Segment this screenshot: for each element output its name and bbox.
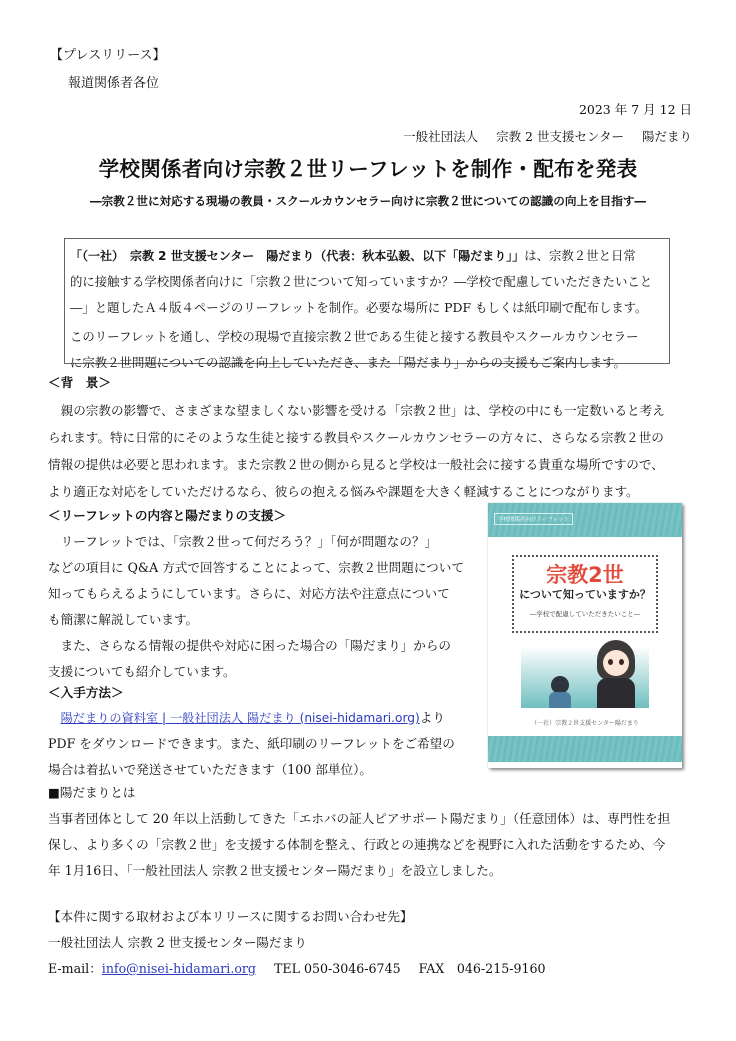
cover-bottom-band (488, 736, 682, 762)
cover-title-box (512, 555, 658, 633)
cover-illustration (521, 646, 649, 708)
leaflet-cover-image (488, 503, 682, 768)
page-title: 学校関係者向け宗教２世リーフレットを制作・配布を発表 (98, 157, 638, 181)
body-line: も簡潔に解説しています。 (48, 612, 199, 627)
release-date: 2023 年 7 月 12 日 (578, 102, 692, 117)
body-line: 保し、より多くの「宗教２世」を支援する体制を整え、行政との連携などを視野に入れた活動をするため、今 (48, 837, 666, 852)
body-line: などの項目に Q&A 方式で回答することによって、宗教２世問題について (48, 560, 464, 575)
download-link[interactable]: 陽だまりの資料室 | 一般社団法人 陽だまり (nisei-hidamari.org) (60, 711, 420, 725)
boy-illustration (549, 676, 571, 708)
cover-question: について知っていますか？ (519, 588, 651, 601)
issuer (403, 127, 692, 145)
summary-text: は、宗教２世と日常 (524, 248, 636, 263)
girl-illustration (593, 640, 639, 708)
cover-big-title: 宗教2世 (546, 563, 624, 587)
body-line: 当事者団体として 20 年以上活動してきた「エホバの証人ピアサポート陽だまり」（任意団体）は、専門性を担 (48, 811, 671, 826)
body-line: 支援についても紹介しています。 (48, 664, 236, 679)
page-subtitle: ―宗教２世に対応する現場の教員・スクールカウンセラー向けに宗教２世についての認識の向上を目指す― (89, 194, 647, 208)
summary-line: ―」と題したＡ４版４ページのリーフレットを制作。必要な場所に PDF もしくは紙印刷で配布します。 (70, 300, 648, 315)
body-line: 知ってもらえるようにしています。さらに、対応方法や注意点について (48, 586, 450, 601)
cover-tag: 学校関係者向けリーフレット (494, 513, 573, 525)
summary-line (70, 243, 665, 269)
issuer-name: 宗教 2 世支援センター (496, 129, 624, 144)
summary-org-bold: 「（一社） 宗教 2 世支援センター 陽だまり（代表：秋本弘毅、以下「陽だまり」」 (70, 249, 525, 263)
issuer-type: 一般社団法人 (403, 129, 479, 144)
summary-line: このリーフレットを通し、学校の現場で直接宗教２世である生徒と接する教員やスクールカウンセラー (70, 329, 639, 344)
summary-line: 的に接触する学校関係者向けに「宗教２世について知っていますか？―学校で配慮していただきたいこと (70, 274, 653, 289)
contact-org: 一般社団法人 宗教 2 世支援センター陽だまり (48, 935, 307, 950)
fax: FAX 046-215-9160 (418, 961, 546, 976)
cover-subtitle: ―学校で配慮していただきたいこと― (529, 610, 641, 618)
section-heading-acquire: ＜入手方法＞ (48, 685, 124, 700)
body-line: 年 1月16日、「一般社団法人 宗教２世支援センター陽だまり」を設立しました。 (48, 863, 502, 878)
section-heading-background: ＜背 景＞ (48, 375, 111, 390)
body-line: また、さらなる情報の提供や対応に困った場合の「陽だまり」からの (48, 638, 451, 653)
summary-line: に宗教２世問題についての認識を向上していただき、また「陽だまり」からの支援もご案内します。 (70, 355, 626, 370)
body-line: 親の宗教の影響で、さまざまな望ましくない影響を受ける「宗教２世」は、学校の中にも一定数いると考え (48, 403, 665, 418)
section-heading-leaflet: ＜リーフレットの内容と陽だまりの支援＞ (48, 508, 287, 523)
email-link[interactable]: info@nisei-hidamari.org (101, 961, 256, 976)
body-line: 場合は着払いで発送させていただきます（100 部単位）。 (48, 762, 372, 777)
cover-top-band (488, 503, 682, 537)
cover-caption: （一社）宗教２世支援センター陽だまり (531, 720, 639, 727)
body-line: リーフレットでは、「宗教２世って何だろう？」「何が問題なの？」 (48, 534, 438, 549)
body-line: より適正な対応をしていただけるなら、彼らの抱える悩みや課題を大きく軽減することにつながります。 (48, 484, 639, 499)
tel: TEL 050-3046-6745 (273, 961, 401, 976)
contact-heading: 【本件に関する取材および本リリースに関するお問い合わせ先】 (48, 909, 413, 924)
summary-box (64, 238, 670, 370)
issuer-short: 陽だまり (641, 129, 692, 144)
link-suffix: より (419, 710, 445, 725)
contact-line (48, 958, 546, 977)
download-line (48, 707, 445, 726)
email-label: E-mail： (48, 961, 102, 976)
addressee: 報道関係者各位 (68, 76, 160, 91)
body-line: PDF をダウンロードできます。また、紙印刷のリーフレットをご希望の (48, 736, 455, 751)
body-line: られます。特に日常的にそのような生徒と接する教員やスクールカウンセラーの方々に、さらなる宗教２世の (48, 430, 664, 445)
body-line: 情報の提供は必要と思われます。また宗教２世の側から見ると学校は一般社会に接する貴重な場所ですので、 (48, 457, 664, 472)
section-heading-about: ■陽だまりとは (48, 785, 136, 800)
press-release-label: 【プレスリリース】 (50, 48, 166, 63)
